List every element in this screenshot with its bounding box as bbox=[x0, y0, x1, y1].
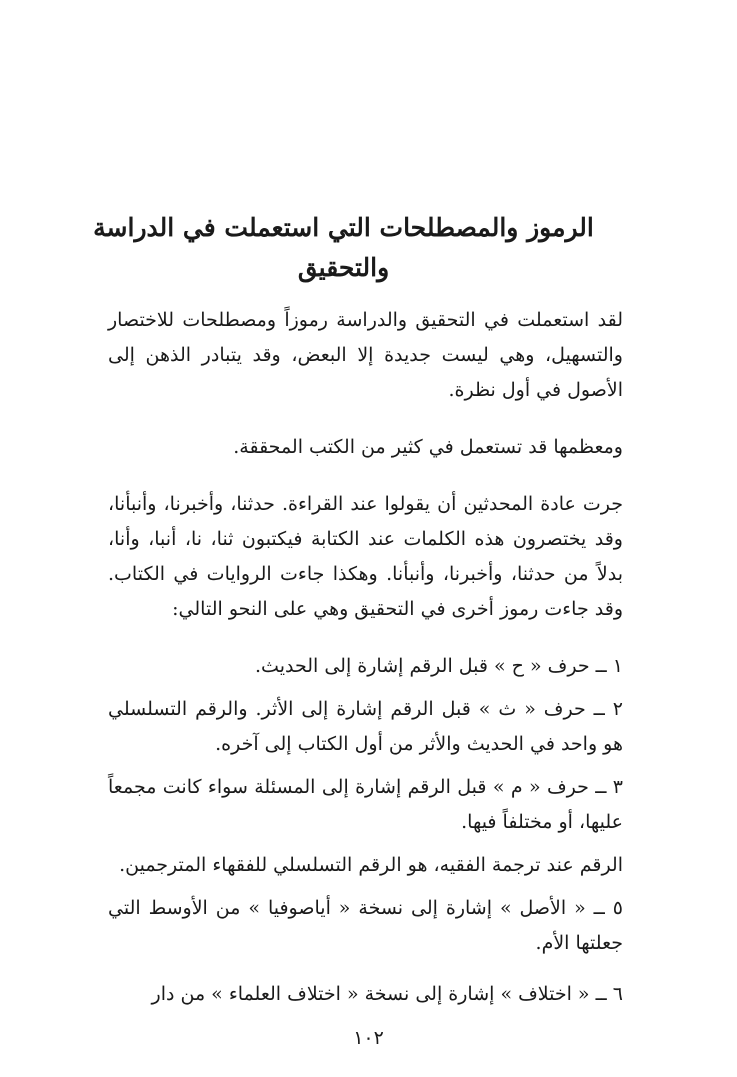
paragraph-hadith-abbreviations: جرت عادة المحدثين أن يقولوا عند القراءة. حدثنا، وأخبرنا، وأنبأنا، وقد يختصرون هذه الكلمات عند الكتابة فيكتبون ثنا، نا، أنبا، وأنا، بدلاً من حدثنا، وأخبرنا، وأنبأنا. وهكذا جاءت الروايات في الكتاب. وقد جاءت رموز أخرى في التحقيق وهي على النحو التالي: bbox=[108, 493, 623, 620]
list-item: ٣ ــ حرف « م » قبل الرقم إشارة إلى المسئلة سواء كانت مجمعاً عليها، أو مختلفاً فيها. bbox=[108, 776, 623, 833]
paragraph-common-usage: ومعظمها قد تستعمل في كثير من الكتب المحققة. bbox=[233, 436, 623, 458]
list-item: الرقم عند ترجمة الفقيه، هو الرقم التسلسلي للفقهاء المترجمين. bbox=[119, 854, 623, 876]
list-item: ٢ ــ حرف « ث » قبل الرقم إشارة إلى الأثر. والرقم التسلسلي هو واحد في الحديث والأثر من أول الكتاب إلى آخره. bbox=[108, 698, 623, 755]
body-text bbox=[108, 303, 623, 1012]
list-item: ٥ ــ « الأصل » إشارة إلى نسخة « أياصوفيا » من الأوسط التي جعلتها الأم. bbox=[108, 897, 623, 954]
paragraph-intro: لقد استعملت في التحقيق والدراسة رموزاً ومصطلحات للاختصار والتسهيل، وهي ليست جديدة إلا البعض، وقد يتبادر الذهن إلى الأصول في أول نظرة. bbox=[108, 309, 623, 401]
page-number: ١٠٢ bbox=[353, 1027, 384, 1049]
list-item: ٦ ــ « اختلاف » إشارة إلى نسخة « اختلاف العلماء » من دار bbox=[151, 983, 623, 1005]
page-title: الرموز والمصطلحات التي استعملت في الدراسة والتحقيق bbox=[93, 213, 594, 282]
list-item: ١ ــ حرف « ح » قبل الرقم إشارة إلى الحديث. bbox=[255, 655, 623, 677]
